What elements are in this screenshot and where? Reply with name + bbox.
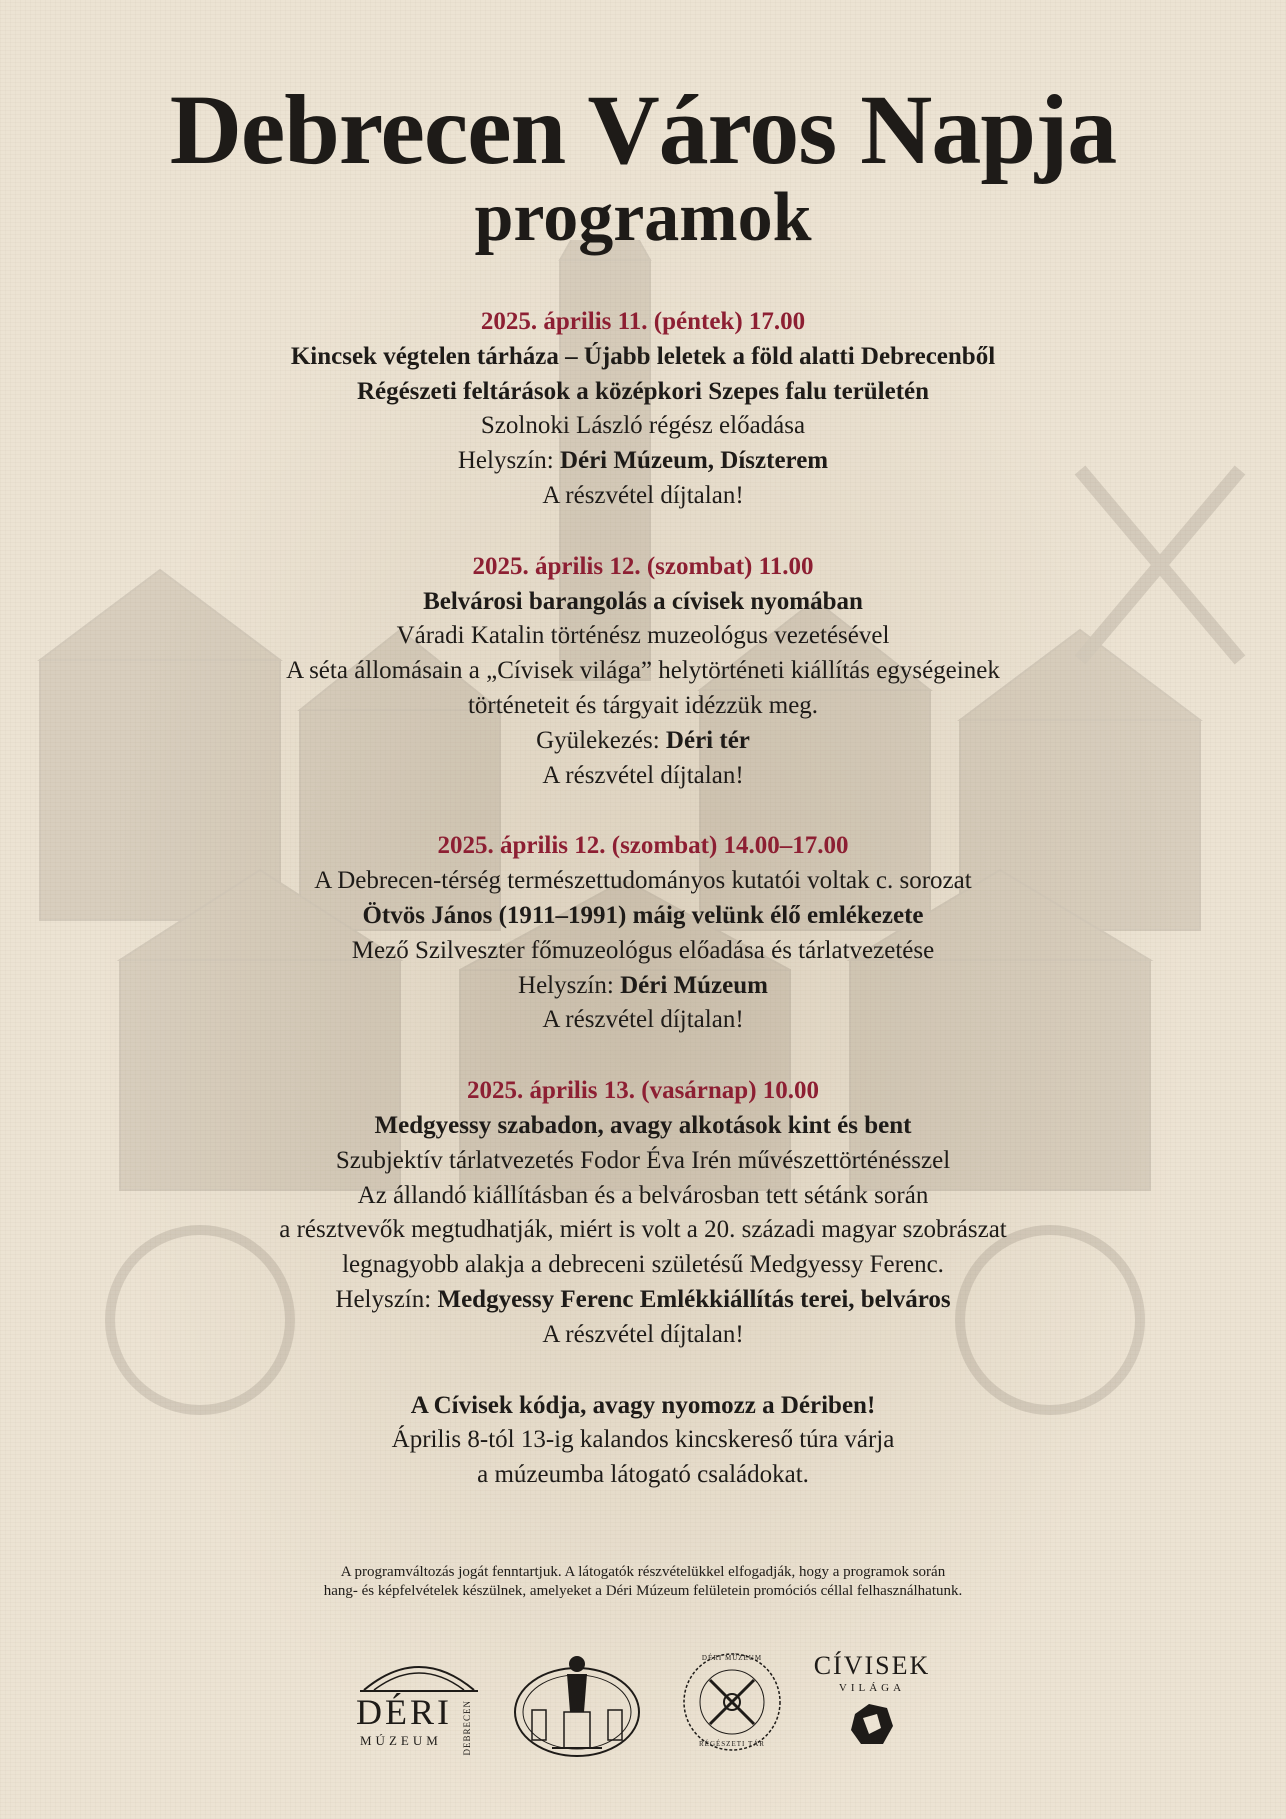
logo-strip	[0, 1650, 1286, 1770]
event-series: A Debrecen-térség természettudományos kutatói voltak c. sorozat	[314, 867, 972, 895]
civisek-name: CÍVISEK	[813, 1651, 931, 1680]
disclaimer	[0, 1563, 1286, 1601]
event-item	[0, 1074, 1286, 1352]
event-presenter: Váradi Katalin történész muzeológus vezetésével	[396, 622, 890, 650]
event-date: 2025. április 13. (vasárnap) 10.00	[466, 1077, 820, 1105]
event-description: történeteit és tárgyait idézzük meg.	[467, 691, 819, 719]
event-title: Belvárosi barangolás a cívisek nyomában	[423, 587, 863, 615]
location-label: Helyszín:	[335, 1285, 438, 1313]
deri-muzeum-logo	[352, 1650, 486, 1754]
event-presenter: Szolnoki László régész előadása	[480, 412, 806, 440]
location-value: Déri Múzeum, Díszterem	[559, 447, 829, 475]
event-item	[0, 829, 1286, 1038]
location-label: Helyszín:	[457, 447, 560, 475]
event-fee: A részvétel díjtalan!	[542, 1006, 744, 1034]
event-title: A Cívisek kódja, avagy nyomozz a Dériben!	[410, 1391, 876, 1419]
location-value: Medgyessy Ferenc Emlékkiállítás terei, belváros	[437, 1285, 951, 1313]
event-date: 2025. április 11. (péntek) 17.00	[480, 308, 806, 335]
event-title: Ötvös János (1911–1991) máig velünk élő emlékezete	[362, 901, 924, 929]
event-presenter: Szubjektív tárlatvezetés Fodor Éva Irén művészettörténésszel	[335, 1146, 951, 1174]
seal-ring-bottom: RÉGÉSZETI TÁR	[699, 1740, 765, 1748]
event-fee: A részvétel díjtalan!	[542, 481, 744, 509]
deri-sub: MÚZEUM	[360, 1733, 442, 1748]
event-fee: A részvétel díjtalan!	[542, 1320, 744, 1348]
deri-side: DEBRECEN	[462, 1700, 472, 1756]
event-item	[0, 1389, 1286, 1493]
event-title: Medgyessy szabadon, avagy alkotások kint és bent	[374, 1111, 912, 1139]
civisek-sub: VILÁGA	[838, 1682, 906, 1694]
event-location	[0, 969, 1286, 1004]
event-item	[0, 550, 1286, 794]
regeszeti-tar-seal	[680, 1650, 784, 1754]
event-date: 2025. április 12. (szombat) 11.00	[472, 552, 814, 580]
event-date: 2025. április 12. (szombat) 14.00–17.00	[437, 832, 849, 860]
event-description: a múzeumba látogató családokat.	[477, 1461, 809, 1489]
civisek-vilaga-logo	[808, 1650, 936, 1754]
event-description: Az állandó kiállításban és a belvárosban tett sétánk során	[357, 1181, 929, 1209]
emblem-logo	[512, 1650, 642, 1762]
location-label: Helyszín:	[518, 971, 621, 999]
location-label: Gyülekezés:	[536, 726, 666, 754]
event-presenter: Mező Szilveszter főmuzeológus előadása és tárlatvezetése	[351, 936, 935, 964]
disclaimer-line: A programváltozás jogát fenntartjuk. A látogatók részvételükkel elfogadják, hogy a programok során	[340, 1564, 946, 1580]
location-value: Déri tér	[665, 726, 750, 754]
event-description: Április 8-tól 13-ig kalandos kincskereső túra várja	[391, 1426, 895, 1454]
event-title: Kincsek végtelen tárháza – Újabb leletek a föld alatti Debrecenből	[290, 342, 996, 370]
event-description: legnagyobb alakja a debreceni születésű Medgyessy Ferenc.	[342, 1251, 944, 1279]
event-item	[0, 305, 1286, 514]
event-location	[0, 1283, 1286, 1318]
civisek-emblem-icon	[847, 1700, 897, 1750]
event-description: A séta állomásain a „Cívisek világa” helytörténeti kiállítás egységeinek	[286, 657, 1000, 685]
page-subtitle: programok	[474, 179, 812, 256]
event-location	[0, 444, 1286, 479]
dome-icon	[352, 1650, 486, 1694]
event-subtitle: Régészeti feltárások a középkori Szepes falu területén	[356, 377, 930, 405]
event-location	[0, 724, 1286, 759]
event-description: a résztvevők megtudhatják, miért is volt a 20. századi magyar szobrászat	[279, 1216, 1007, 1244]
location-value: Déri Múzeum	[620, 971, 768, 999]
page-title: Debrecen Város Napja	[169, 74, 1117, 185]
seal-ring-top: DÉRI MÚZEUM	[701, 1654, 763, 1662]
deri-name: DÉRI	[356, 1692, 452, 1732]
seal-icon	[680, 1650, 784, 1754]
statue-emblem-icon	[512, 1650, 642, 1762]
event-fee: A részvétel díjtalan!	[542, 761, 744, 789]
disclaimer-line: hang- és képfelvételek készülnek, amelyeket a Déri Múzeum felületein promóciós céllal felhasználhatunk.	[323, 1583, 963, 1599]
event-list	[0, 305, 1286, 1493]
